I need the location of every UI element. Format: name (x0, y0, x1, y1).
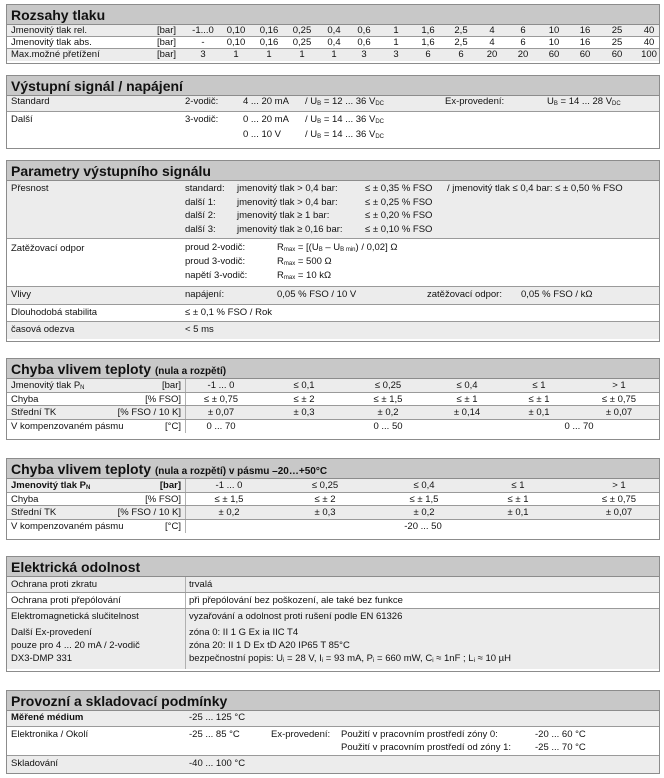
temperature-error-range-table (7, 479, 659, 533)
section-rozsahy-tlaku (6, 4, 660, 64)
column-divider (185, 577, 186, 592)
temp-error-row (7, 379, 659, 393)
temp-error-row (7, 506, 659, 520)
zatez-key-1: proud 2-vodič: (185, 242, 246, 253)
column-divider (185, 506, 186, 519)
presnost-key: další 3: (185, 223, 216, 235)
sklad-row (7, 756, 659, 773)
row-label (11, 506, 56, 519)
pressure-cell: 25 (611, 25, 623, 36)
pressure-cell: 1 (233, 49, 239, 60)
temp-error-cell: ± 0,07 (207, 407, 235, 418)
pressure-cell: 0,6 (357, 25, 371, 36)
row-value: při přepólování bez poškození, ale také bez funkce (189, 595, 403, 606)
section-vystupni-signal (6, 75, 660, 149)
stabilita-row (7, 305, 659, 322)
pressure-cell: 20 (517, 49, 529, 60)
electrical-row (7, 609, 659, 625)
temp-error-cell: ± 0,2 (218, 507, 240, 518)
section-title: Parametry výstupního signálu (7, 161, 659, 181)
dalsi-supply-2: / $U_B = 14$ ... 36 $V_{DC}$ (305, 129, 384, 140)
pressure-cell: 1 (393, 25, 399, 36)
section-title: Chyba vlivem teploty (nula a rozpětí) (7, 359, 659, 379)
dalsi-value-2: 0 ... 10 V (243, 129, 282, 140)
section-chyba-teploty-pasmo (6, 458, 660, 540)
presnost-value: ≤ ± 0,20 % FSO (365, 210, 433, 221)
dalsi-supply-1: / $U_B = 14$ ... 36 $V_{DC}$ (305, 114, 384, 125)
electrical-row (7, 593, 659, 609)
temp-error-cell: ≤ 0,25 (374, 380, 402, 391)
pressure-cell: 60 (611, 49, 623, 60)
pressure-range-table (7, 25, 659, 61)
temp-error-cell: ≤ ± 1,5 (409, 493, 439, 505)
standard-type: 2-vodič: (185, 96, 219, 107)
section-title: Elektrická odolnost (7, 557, 659, 577)
temp-error-cell: ≤ 0,25 (311, 480, 339, 491)
row-unit: [bar] (161, 380, 181, 391)
komp-label: V kompenzovaném pásmu (11, 420, 124, 432)
temp-error-cell: -1 ... 0 (207, 380, 235, 391)
ex-row (7, 625, 659, 669)
zatez-value-1: $R_{max} = [(U_B - U_{B min}) / 0,02]$ Ω (277, 242, 398, 253)
pressure-cell: 16 (579, 25, 591, 36)
vlivy-key-1: napájení: (185, 289, 225, 300)
row-label-text: Jmenovitý tlak P (11, 380, 81, 391)
row-label (11, 393, 38, 406)
section-title: Provozní a skladovací podmínky (7, 691, 659, 711)
stabilita-value: ≤ ± 0,1 % FSO / Rok (185, 307, 272, 318)
pressure-cell: 10 (548, 37, 560, 48)
standard-supply: / $U_B = 12$ ... 36 $V_{DC}$ (305, 96, 384, 107)
temp-error-cell: ≤ ± 1 (528, 393, 550, 405)
presnost-key: další 1: (185, 196, 216, 208)
column-divider (185, 593, 186, 608)
okoli-label: Elektronika / Okolí (11, 729, 89, 740)
pressure-cell: 6 (425, 49, 431, 60)
temp-error-row (7, 393, 659, 407)
medium-row (7, 711, 659, 727)
komp-value: 0 ... 50 (373, 420, 403, 432)
pressure-cell: - (201, 37, 205, 48)
temp-error-cell: ± 0,3 (314, 507, 336, 518)
ex-label-3: DX3-DMP 331 (11, 653, 73, 664)
temperature-error-table (7, 379, 659, 433)
row-label (11, 493, 38, 506)
komp-row (7, 420, 659, 434)
temp-error-cell: ≤ ± 1 (507, 493, 529, 505)
row-label: Jmenovitý tlak rel. (11, 25, 88, 36)
okoli-ex-line-1: Použití v pracovním prostředí zóny 0: (341, 729, 498, 740)
pressure-cell: 6 (458, 49, 464, 60)
temp-error-cell: ≤ ± 0,75 (203, 393, 239, 405)
pressure-cell: 0,6 (357, 37, 371, 48)
vlivy-key-2: zatěžovací odpor: (427, 289, 502, 300)
ex-zone20: zóna 20: II 1 D Ex tD A20 IP65 T 85°C (189, 640, 350, 651)
pressure-row (7, 37, 659, 49)
dalsi-label: Další (11, 114, 33, 125)
dalsi-type: 3-vodič: (185, 114, 219, 125)
temp-error-cell: ± 0,14 (453, 407, 481, 418)
vlivy-row (7, 287, 659, 305)
section-title: Chyba vlivem teploty (nula a rozpětí) v pásmu –20…+50°C (7, 459, 659, 479)
zatez-value-3: $R_{max} = 10$ kΩ (277, 270, 332, 281)
pressure-cell: 4 (489, 25, 495, 36)
okoli-value: -25 ... 85 °C (189, 729, 240, 740)
ex-label: Ex-provedení: (445, 96, 505, 107)
okoli-ex-label: Ex-provedení: (271, 729, 331, 740)
row-label: Ochrana proti přepólování (11, 595, 121, 606)
zatez-row (7, 239, 659, 287)
pressure-cell: 3 (200, 49, 206, 60)
okoli-row (7, 727, 659, 756)
row-label: Elektromagnetická slučitelnost (11, 611, 139, 622)
ex-zone0: zóna 0: II 1 G Ex ia IIC T4 (189, 627, 299, 638)
presnost-condition: jmenovitý tlak ≥ 1 bar: (237, 210, 330, 221)
temp-error-row (7, 493, 659, 507)
komp-unit: [°C] (165, 520, 181, 532)
odezva-label: časová odezva (11, 324, 75, 335)
row-label: Max.možné přetížení (11, 49, 100, 60)
temp-error-cell: ± 0,3 (293, 407, 315, 418)
zatez-key-2: proud 3-vodič: (185, 256, 246, 267)
presnost-condition: jmenovitý tlak ≥ 0,16 bar: (237, 223, 343, 235)
pressure-cell: 0,4 (327, 25, 341, 36)
row-label-sub: N (85, 485, 91, 491)
temp-error-cell: > 1 (612, 380, 626, 391)
standard-row (7, 96, 659, 112)
row-value: trvalá (189, 579, 213, 590)
presnost-condition: jmenovitý tlak > 0,4 bar: (237, 196, 338, 208)
standard-value: 4 ... 20 mA (243, 96, 289, 107)
dalsi-value-1: 0 ... 20 mA (243, 114, 289, 125)
pressure-row (7, 25, 659, 37)
sklad-label: Skladování (11, 758, 59, 769)
row-label-text: Chyba (11, 493, 39, 505)
pressure-cell: 0,25 (292, 37, 312, 48)
row-unit: [bar] (157, 37, 177, 48)
pressure-cell: 0,16 (259, 25, 279, 36)
temp-error-cell: ≤ ± 2 (314, 493, 336, 505)
section-title: Výstupní signál / napájení (7, 76, 659, 96)
column-divider (185, 520, 186, 534)
vlivy-label: Vlivy (11, 289, 32, 300)
zatez-values (185, 242, 585, 286)
temp-error-cell: ≤ 1 (511, 480, 525, 491)
medium-value: -25 ... 125 °C (189, 712, 246, 723)
pressure-cell: 3 (393, 49, 399, 60)
zatez-key-3: napětí 3-vodič: (185, 270, 248, 281)
pressure-cell: 4 (489, 37, 495, 48)
column-divider (185, 609, 186, 625)
pressure-cell: 25 (611, 37, 623, 48)
temp-error-cell: ≤ ± 1,5 (373, 393, 403, 405)
pressure-cell: 2,5 (454, 37, 468, 48)
row-unit: [bar] (159, 480, 181, 491)
temp-error-cell: ± 0,07 (605, 507, 633, 518)
row-label-text: Jmenovitý tlak P (11, 480, 86, 491)
temp-error-cell: ± 0,2 (413, 507, 435, 518)
pressure-cell: 1 (331, 49, 337, 60)
pressure-cell: 1,6 (421, 25, 435, 36)
pressure-cell: 40 (643, 37, 655, 48)
komp-label: V kompenzovaném pásmu (11, 520, 124, 532)
odezva-row (7, 322, 659, 339)
pressure-cell: 40 (643, 25, 655, 36)
pressure-cell: 6 (520, 25, 526, 36)
odezva-value: < 5 ms (185, 324, 214, 335)
temp-error-cell: ≤ ± 2 (293, 393, 315, 405)
column-divider (185, 479, 186, 492)
pressure-cell: 60 (579, 49, 591, 60)
row-label: Jmenovitý tlak abs. (11, 37, 92, 48)
temp-error-cell: -1 ... 0 (215, 480, 243, 491)
ex-label-2: pouze pro 4 ... 20 mA / 2-vodič (11, 640, 140, 651)
presnost-row (7, 181, 659, 239)
ex-label-1: Další Ex-provedení (11, 627, 92, 638)
presnost-key: standard: (185, 183, 225, 194)
temp-error-cell: ≤ 1 (532, 380, 546, 391)
pressure-cell: 1 (266, 49, 272, 60)
row-unit: [% FSO / 10 K] (117, 507, 181, 518)
presnost-value: ≤ ± 0,25 % FSO (365, 196, 433, 208)
okoli-ex-line-2: Použití v pracovním prostředí od zóny 1: (341, 742, 512, 753)
temp-error-cell: > 1 (612, 480, 626, 491)
pressure-cell: 0,16 (259, 37, 279, 48)
vlivy-value-2: 0,05 % FSO / kΩ (521, 289, 593, 300)
row-unit: [% FSO / 10 K] (117, 407, 181, 418)
presnost-value: ≤ ± 0,35 % FSO (365, 183, 433, 194)
dalsi-row (7, 112, 659, 146)
presnost-value: ≤ ± 0,10 % FSO (365, 223, 433, 235)
section-chyba-teploty (6, 358, 660, 440)
pressure-cell: -1...0 (192, 25, 214, 36)
pressure-cell: 0,10 (226, 37, 246, 48)
komp-row (7, 520, 659, 534)
standard-label: Standard (11, 96, 50, 107)
zatez-value-2: $R_{max} = 500$ Ω (277, 256, 332, 267)
temp-error-cell: ≤ 0,4 (456, 380, 478, 391)
electrical-table (7, 577, 659, 625)
electrical-row (7, 577, 659, 593)
pressure-cell: 60 (548, 49, 560, 60)
temp-error-cell: ± 0,1 (507, 507, 529, 518)
row-unit: [% FSO] (145, 493, 181, 505)
medium-label: Měřené médium (11, 712, 84, 723)
section-parametry (6, 160, 660, 342)
temp-error-row (7, 479, 659, 493)
temp-error-cell: ± 0,1 (528, 407, 550, 418)
column-divider (185, 493, 186, 506)
section-elektricka-odolnost (6, 556, 660, 672)
komp-unit: [°C] (165, 420, 181, 432)
row-label-sub: N (80, 385, 85, 391)
row-value: vyzařování a odolnost proti rušení podle EN 61326 (189, 611, 403, 622)
temp-error-cell: ≤ ± 0,75 (601, 493, 637, 505)
komp-value: 0 ... 70 (564, 420, 594, 432)
komp-value: 0 ... 70 (206, 420, 236, 432)
presnost-key: další 2: (185, 210, 216, 221)
ex-popis: bezpečnostní popis: $U_i = 28$ V, $I_i = 93$ mA, $P_i = 660$ mW, $C_i \approx 1nF$ ; $L_i \approx 10$ µH (189, 653, 511, 664)
row-label-text: Střední TK (11, 407, 57, 418)
presnost-condition: jmenovitý tlak > 0,4 bar: (237, 183, 338, 194)
vlivy-value-1: 0,05 % FSO / 10 V (277, 289, 357, 300)
stabilita-label: Dlouhodobá stabilita (11, 307, 98, 318)
section-title: Rozsahy tlaku (7, 5, 659, 25)
pressure-cell: 3 (361, 49, 367, 60)
sklad-value: -40 ... 100 °C (189, 758, 246, 769)
pressure-cell: 1 (299, 49, 305, 60)
pressure-cell: 2,5 (454, 25, 468, 36)
pressure-cell: 1,6 (421, 37, 435, 48)
okoli-ex-value-1: -20 ... 60 °C (535, 729, 586, 740)
pressure-cell: 0,4 (327, 37, 341, 48)
temp-error-cell: ≤ ± 1 (456, 393, 478, 405)
temp-error-cell: ± 0,07 (605, 407, 633, 418)
okoli-ex-value-2: -25 ... 70 °C (535, 742, 586, 753)
temp-error-cell: ≤ ± 1,5 (214, 493, 244, 505)
row-label: Ochrana proti zkratu (11, 579, 98, 590)
row-label-text: Střední TK (11, 507, 57, 518)
pressure-cell: 6 (520, 37, 526, 48)
row-unit: [% FSO] (145, 393, 181, 405)
zatez-label: Zatěžovací odpor (11, 243, 85, 254)
row-unit: [bar] (157, 25, 177, 36)
pressure-cell: 20 (486, 49, 498, 60)
presnost-label: Přesnost (11, 183, 49, 194)
pressure-cell: 16 (579, 37, 591, 48)
pressure-row (7, 49, 659, 61)
row-label (11, 406, 56, 419)
pressure-cell: 10 (548, 25, 560, 36)
pressure-cell: 100 (641, 49, 657, 60)
temp-error-row (7, 406, 659, 420)
row-unit: [bar] (157, 49, 177, 60)
row-label-text: Chyba (11, 393, 39, 405)
pressure-cell: 1 (393, 37, 399, 48)
temp-error-cell: ± 0,2 (377, 407, 399, 418)
presnost-extra: / jmenovitý tlak ≤ 0,4 bar: ≤ ± 0,50 % FSO (447, 183, 623, 194)
pressure-cell: 0,25 (292, 25, 312, 36)
ex-supply: $U_B = 14$ ... 28 $V_{DC}$ (547, 96, 621, 107)
komp-value: -20 ... 50 (404, 520, 442, 532)
pressure-cell: 0,10 (226, 25, 246, 36)
section-provozni-podminky (6, 690, 660, 774)
temp-error-cell: ≤ ± 0,75 (601, 393, 637, 405)
temp-error-cell: ≤ 0,4 (413, 480, 435, 491)
temp-error-cell: ≤ 0,1 (293, 380, 315, 391)
